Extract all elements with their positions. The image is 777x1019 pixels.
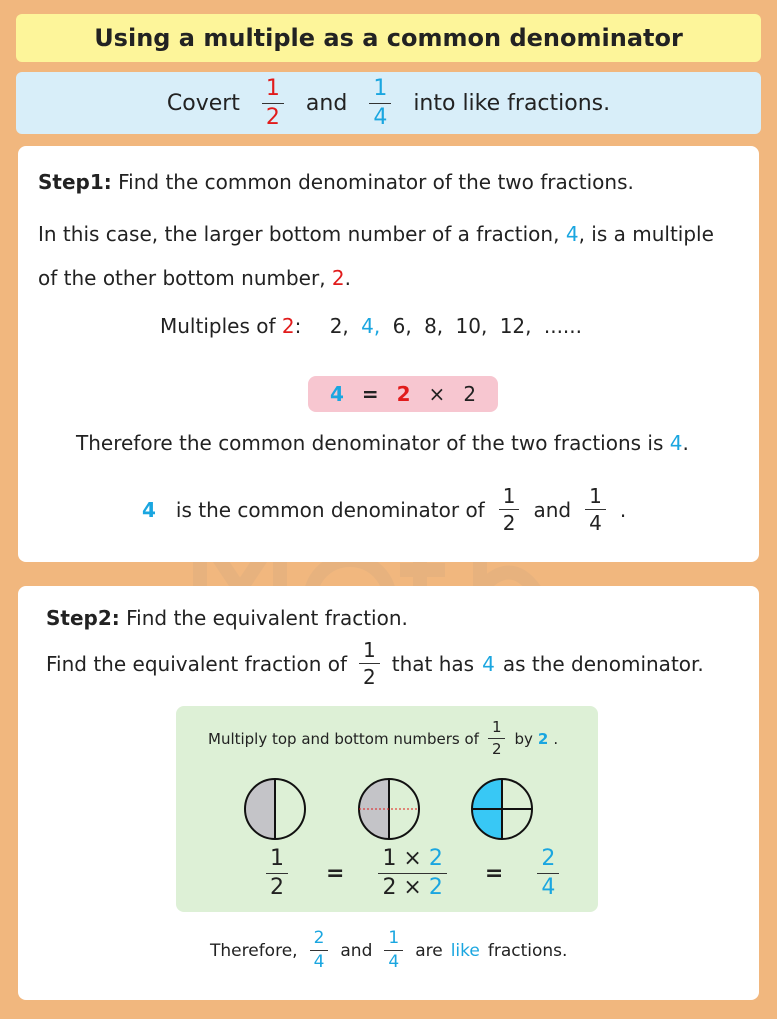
page-title: Using a multiple as a common denominator xyxy=(16,14,761,62)
eq-mid-fraction: $\frac{1 \times 2}{2 \times 2}$ xyxy=(378,848,446,899)
task-fraction-1: $\frac{1}{2}$ xyxy=(262,78,284,129)
task-fraction-2: $\frac{1}{4}$ xyxy=(369,78,391,129)
step1-line2: In this case, the larger bottom number of a fraction, 4, is a multiple xyxy=(38,222,714,246)
quarter-circle-icon xyxy=(469,776,535,842)
step1-summary: 4 is the common denominator of $\frac{1}{2}$ and $\frac{1}{4}$ . xyxy=(142,484,627,535)
task-prefix: Covert xyxy=(166,90,240,116)
task-conj: and xyxy=(305,90,348,116)
step2-conclusion: Therefore, $\frac{2}{4}$ and $\frac{1}{4}$ are like fractions. xyxy=(210,928,568,972)
step2-line2: Find the equivalent fraction of $\frac{1}{2}$ that has 4 as the denominator. xyxy=(46,638,704,689)
multiples-line: Multiples of 2: 2, 4, 6, 8, 10, 12, ...... xyxy=(160,314,583,338)
summary-fraction-2: $\frac{1}{4}$ xyxy=(585,486,606,533)
instruction-fraction: $\frac{1}{2}$ xyxy=(488,720,506,757)
step1-heading: Step1: Find the common denominator of the two fractions. xyxy=(38,170,634,194)
half-circle-icon xyxy=(242,776,308,842)
eq-right-fraction: $\frac{2}{4}$ xyxy=(537,848,559,899)
step2-heading: Step2: Find the equivalent fraction. xyxy=(46,606,408,630)
step1-card xyxy=(18,146,759,562)
multiply-instruction: Multiply top and bottom numbers of $\frac{1}{2}$ by 2 . xyxy=(208,718,559,758)
task-banner xyxy=(16,72,761,134)
step1-therefore: Therefore the common denominator of the two fractions is 4. xyxy=(76,431,689,455)
step2-card xyxy=(18,586,759,1000)
step2-fraction: $\frac{1}{2}$ xyxy=(359,640,380,687)
multiply-panel xyxy=(176,706,598,912)
task-suffix: into like fractions. xyxy=(413,90,611,116)
step1-line3: of the other bottom number, 2. xyxy=(38,266,352,290)
equivalence-equation: $\frac{1}{2}$ = $\frac{1 \times 2}{2 \times 2}$ = $\frac{2}{4}$ xyxy=(262,848,563,899)
equation-highlight: 4 = 2 × 2 xyxy=(308,376,498,412)
half-circle-split-icon xyxy=(356,776,422,842)
final-fraction-1: $\frac{2}{4}$ xyxy=(310,930,329,971)
final-fraction-2: $\frac{1}{4}$ xyxy=(384,930,403,971)
summary-fraction-1: $\frac{1}{2}$ xyxy=(499,486,520,533)
eq-left-fraction: $\frac{1}{2}$ xyxy=(266,848,288,899)
